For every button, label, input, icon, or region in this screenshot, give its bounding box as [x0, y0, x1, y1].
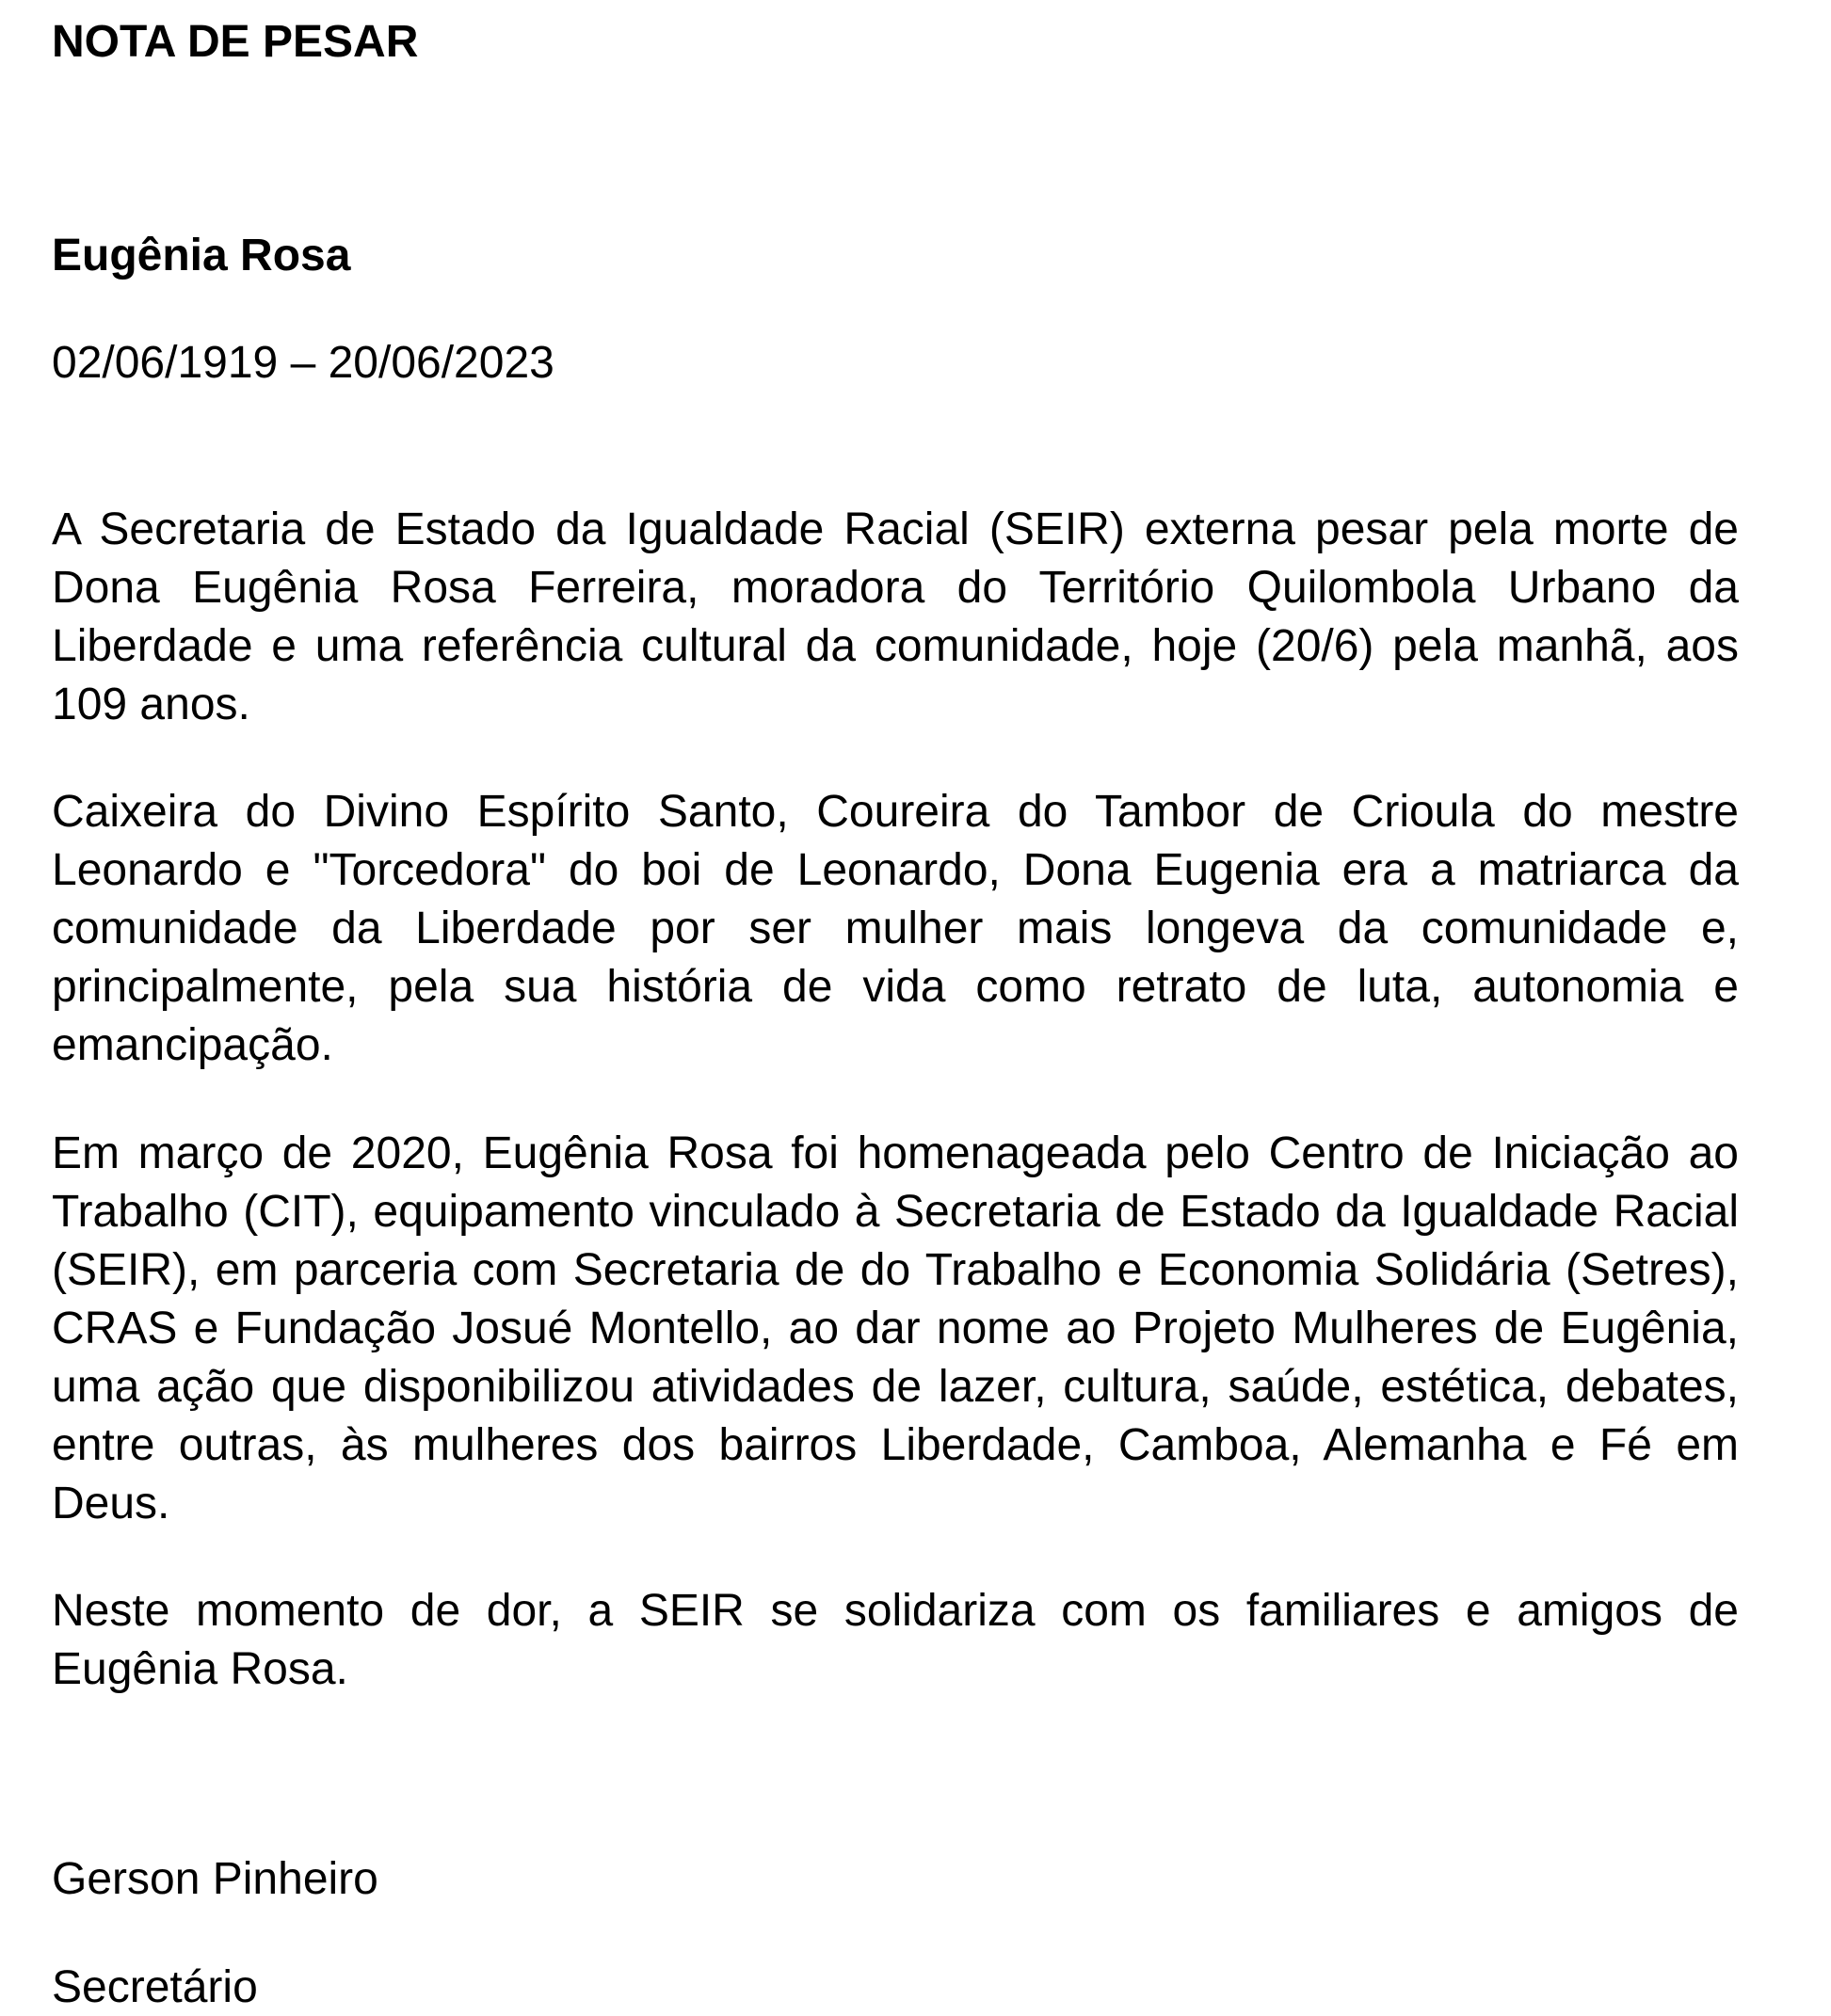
paragraph-condolences: Neste momento de dor, a SEIR se solidariza com os familiares e amigos de Eugênia Rosa. [52, 1586, 1739, 1694]
paragraph-announcement: A Secretaria de Estado da Igualdade Racial (SEIR) externa pesar pela morte de Dona Eugênia Rosa Ferreira, moradora do Território Quilombola Urbano da Liberdade e uma referência cultural da comunidade, hoje (20/6) pela manhã, aos 109 anos. [52, 504, 1739, 729]
document-title: NOTA DE PESAR [52, 17, 419, 67]
paragraph-biography: Caixeira do Divino Espírito Santo, Coureira do Tambor de Crioula do mestre Leonardo e "Torcedora" do boi de Leonardo, Dona Eugenia era a matriarca da comunidade da Liberdade por ser mulher mais longeva da comunidade e, principalmente, pela sua história de vida como retrato de luta, autonomia e emancipação. [52, 787, 1739, 1070]
paragraph-homage: Em março de 2020, Eugênia Rosa foi homenageada pelo Centro de Iniciação ao Trabalho (CIT), equipamento vinculado à Secretaria de Estado da Igualdade Racial (SEIR), em parceria com Secretaria de do Trabalho e Economia Solidária (Setres), CRAS e Fundação Josué Montello, ao dar nome ao Projeto Mulheres de Eugênia, uma ação que disponibilizou atividades de lazer, cultura, saúde, estética, debates, entre outras, às mulheres dos bairros Liberdade, Camboa, Alemanha e Fé em Deus. [52, 1128, 1739, 1528]
life-dates: 02/06/1919 – 20/06/2023 [52, 338, 554, 388]
document-page [52, 0, 1739, 2016]
deceased-name: Eugênia Rosa [52, 231, 351, 280]
signer-name: Gerson Pinheiro [52, 1854, 378, 1904]
signer-role: Secretário [52, 1962, 258, 2012]
